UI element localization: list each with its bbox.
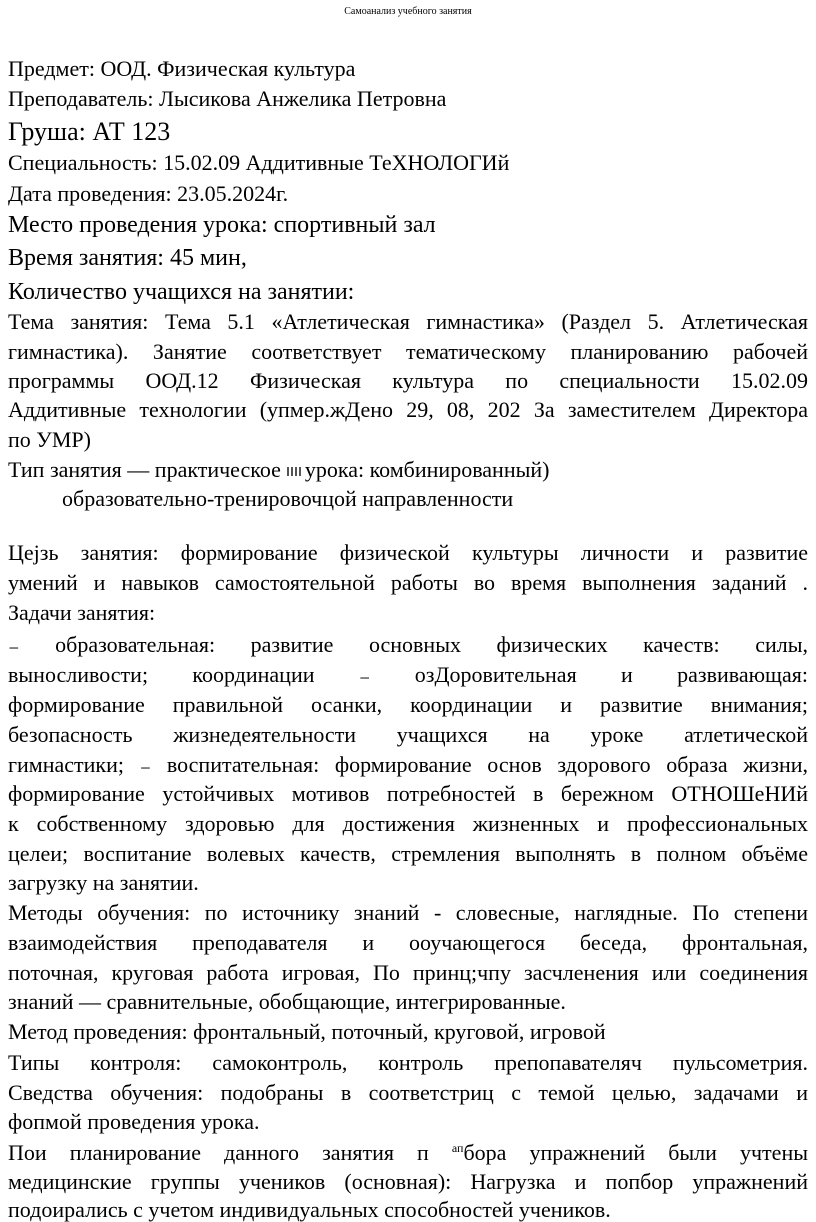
planning-line: медицинские группы учеников (основная): Нагрузка и попбор упражнений <box>8 1169 808 1194</box>
control-line: Сведства обучения: подобраны в соответстриц с темой целью, задачами и <box>8 1080 808 1105</box>
lesson-type-line <box>8 459 550 481</box>
tasks-line: безопасность жизнедеятельности учащихся на уроке атлетической <box>8 722 808 747</box>
tasks-line: формирование устойчивых мотивов потребностей в бережном ОТНОШеНИй <box>8 781 808 806</box>
group-line: Груша: АТ 123 <box>8 117 171 146</box>
conduct-line: Метод проведения: фронтальный, поточный, круговой, игровой <box>8 1019 606 1044</box>
document-title: Самоанализ учебного занятия <box>344 6 472 17</box>
tasks-line: формирование правильной осанки, координации и развитие внимания; <box>8 692 808 717</box>
tasks-line: загрузку на занятии. <box>8 870 199 895</box>
planning-superscript: ап <box>451 1141 464 1155</box>
methods-line: знаний — сравнительные, обобщающие, интегрированные. <box>8 989 566 1014</box>
planning-text <box>452 1140 808 1165</box>
specialty-line: Специальность: 15.02.09 Аддитивные ТеХНОЛОГИй <box>8 150 510 175</box>
lesson-type-line: образовательно-тренировочцой направленности <box>62 486 514 511</box>
control-line: фопмой проведения урока. <box>8 1109 260 1134</box>
teacher-line: Преподаватель: Лысикова Анжелика Петровна <box>8 86 447 111</box>
tasks-line: целеи; воспитание волевых качеств, стремления выполнять в полном объёме <box>8 841 808 866</box>
tasks-line: выносливости; координации ₋ озДоровительная и развивающая: <box>8 662 808 687</box>
planning-text: Пои планирование данного занятия п <box>8 1140 429 1165</box>
tasks-line: гимнастики; ₋ воспитательная: формирование основ здорового образа жизни, <box>8 752 808 777</box>
goal-line: умений и навыков самостоятельной работы во время выполнения заданий . <box>8 570 808 595</box>
duration-line: Время занятия: 45 мин, <box>8 245 247 271</box>
subject-line: Предмет: ООД. Физическая культура <box>8 56 356 81</box>
artifact-glyph-icon <box>287 467 301 476</box>
tasks-label: Задачи занятия: <box>8 600 156 625</box>
topic-line: Аддитивные технологии (упмер.жДено 29, 08, 202 За заместителем Директора <box>8 397 808 422</box>
topic-line: Тема занятия: Тема 5.1 «Атлетическая гимнастика» (Раздел 5. Атлетическая <box>8 309 808 334</box>
methods-line: поточная, круговая работа игровая, По принц;чпу засчленения или соединения <box>8 960 808 985</box>
control-line: Типы контроля: самоконтроль, контроль препопавателяч пульсометрия. <box>8 1050 808 1075</box>
tasks-line: ₋ образовательная: развитие основных физических качеств: силы, <box>8 632 808 657</box>
tasks-line: к собственному здоровью для достижения жизненных и профессиональных <box>8 811 808 836</box>
methods-line: Методы обучения: по источнику знаний - словесные, наглядные. По степени <box>8 900 808 925</box>
planning-text: бора упражнений были учтены <box>463 1140 808 1165</box>
planning-line: подоирались с учетом индивидуальных способностей учеников. <box>8 1197 611 1222</box>
lesson-type-text: Тип занятия — практическое <box>8 457 281 482</box>
methods-line: взаимодействия преподавателя и ооучающегося беседа, фронтальная, <box>8 930 808 955</box>
topic-line: программы ООД.12 Физическая культура по специальности 15.02.09 <box>8 368 808 393</box>
lesson-type-text: урока: комбинированный) <box>304 457 550 482</box>
place-line: Место проведения урока: спортивный зал <box>8 212 436 238</box>
goal-line: Цejзь занятия: формирование физической культуры личности и развитие <box>8 540 808 565</box>
topic-line: гимнастика). Занятие соответствует тематическому планированию рабочей <box>8 339 808 364</box>
students-line: Количество учащихся на занятии: <box>8 279 355 305</box>
planning-line <box>8 1142 808 1164</box>
topic-line: по УМР) <box>8 427 91 452</box>
date-line: Дата проведения: 23.05.2024г. <box>8 181 289 206</box>
